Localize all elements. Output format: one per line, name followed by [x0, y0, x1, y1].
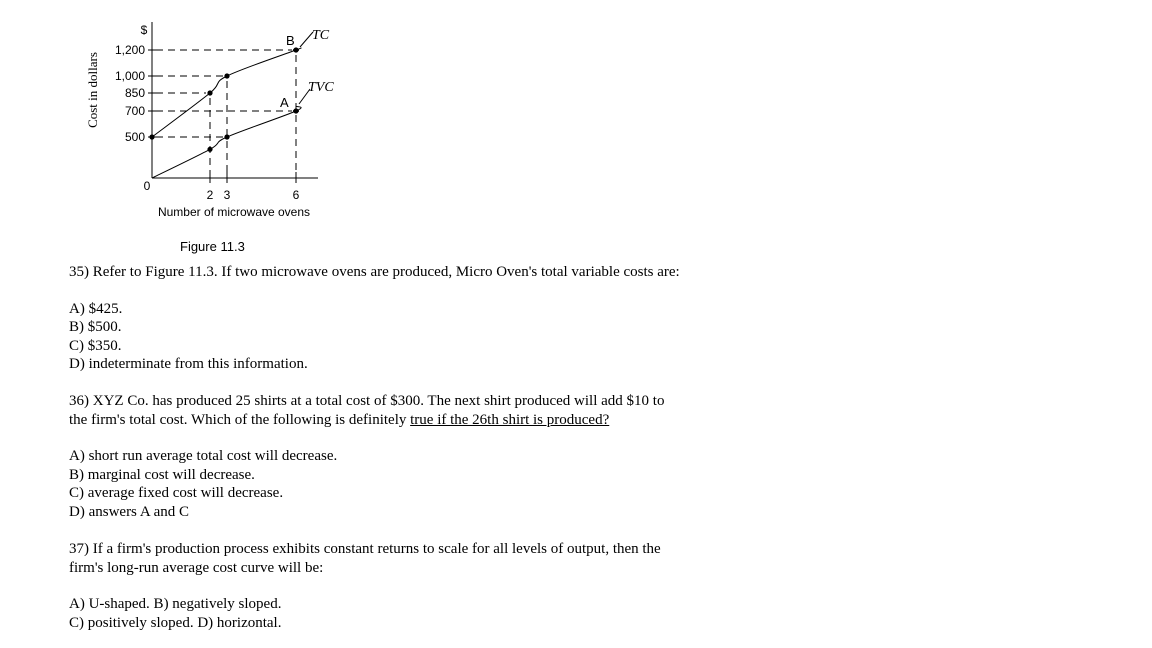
tc-point — [207, 90, 212, 95]
question-36-option-a: A) short run average total cost will decrease. — [69, 448, 338, 464]
figure-caption: Figure 11.3 — [180, 239, 245, 254]
question-35-option-a: A) $425. — [69, 300, 123, 317]
question-36-underlined-text: true if the 26th shirt is produced? — [410, 411, 610, 428]
question-35 — [69, 263, 680, 374]
question-36-stem-line1: 36) XYZ Co. has produced 25 shirts at a total cost of $300. The next shirt produced will add $10 to — [69, 393, 665, 409]
x-tick-label: 6 — [292, 188, 300, 202]
dashed-guides — [156, 50, 296, 172]
point-b-label: B — [286, 33, 295, 48]
y-tick-label: 1,000 — [114, 69, 145, 83]
question-35-option-c: C) $350. — [69, 337, 122, 354]
question-36-stem-line2 — [69, 411, 664, 430]
tc-point — [224, 73, 229, 78]
tvc-label: TVC — [308, 80, 334, 95]
question-36-stem-line2-prefix: the firm's total cost. Which of the following is definitely — [69, 411, 411, 428]
question-37-options-line1: A) U-shaped. B) negatively sloped. — [69, 596, 282, 612]
tc-label: TC — [312, 28, 330, 43]
y-tick-label: 1,200 — [114, 43, 145, 57]
question-37 — [69, 540, 661, 632]
y-axis-label: Cost in dollars — [85, 52, 100, 128]
data-points — [149, 47, 299, 151]
y-tick-label: 700 — [124, 104, 145, 118]
question-36 — [69, 392, 664, 521]
point-a-label: A — [280, 95, 289, 110]
x-tick-label: 2 — [206, 188, 214, 202]
question-37-options-line2: C) positively sloped. D) horizontal. — [69, 614, 282, 631]
x-tick-label: 3 — [223, 188, 231, 202]
y-tick-label: 500 — [124, 130, 145, 144]
tvc-point — [224, 134, 229, 139]
y-tick-label: 850 — [124, 86, 145, 100]
question-37-stem-line1: 37) If a firm's production process exhibits constant returns to scale for all levels of output, then the — [69, 541, 661, 557]
tc-point — [149, 134, 154, 139]
question-35-option-b: B) $500. — [69, 319, 122, 335]
tvc-label-leader — [299, 89, 310, 104]
question-35-option-d: D) indeterminate from this information. — [69, 356, 308, 372]
question-36-option-c: C) average fixed cost will decrease. — [69, 485, 284, 501]
x-axis-label: Number of microwave ovens — [157, 205, 311, 219]
x-tick-label: 0 — [143, 179, 151, 193]
question-36-option-b: B) marginal cost will decrease. — [69, 466, 255, 483]
y-unit-label: $ — [140, 23, 148, 37]
question-37-stem-line2: firm's long-run average cost curve will be: — [69, 559, 324, 576]
cost-figure — [0, 0, 360, 230]
tvc-point — [207, 147, 212, 152]
question-36-option-d: D) answers A and C — [69, 503, 189, 520]
question-35-stem: 35) Refer to Figure 11.3. If two microwave ovens are produced, Micro Oven's total variable costs are: — [69, 264, 680, 280]
